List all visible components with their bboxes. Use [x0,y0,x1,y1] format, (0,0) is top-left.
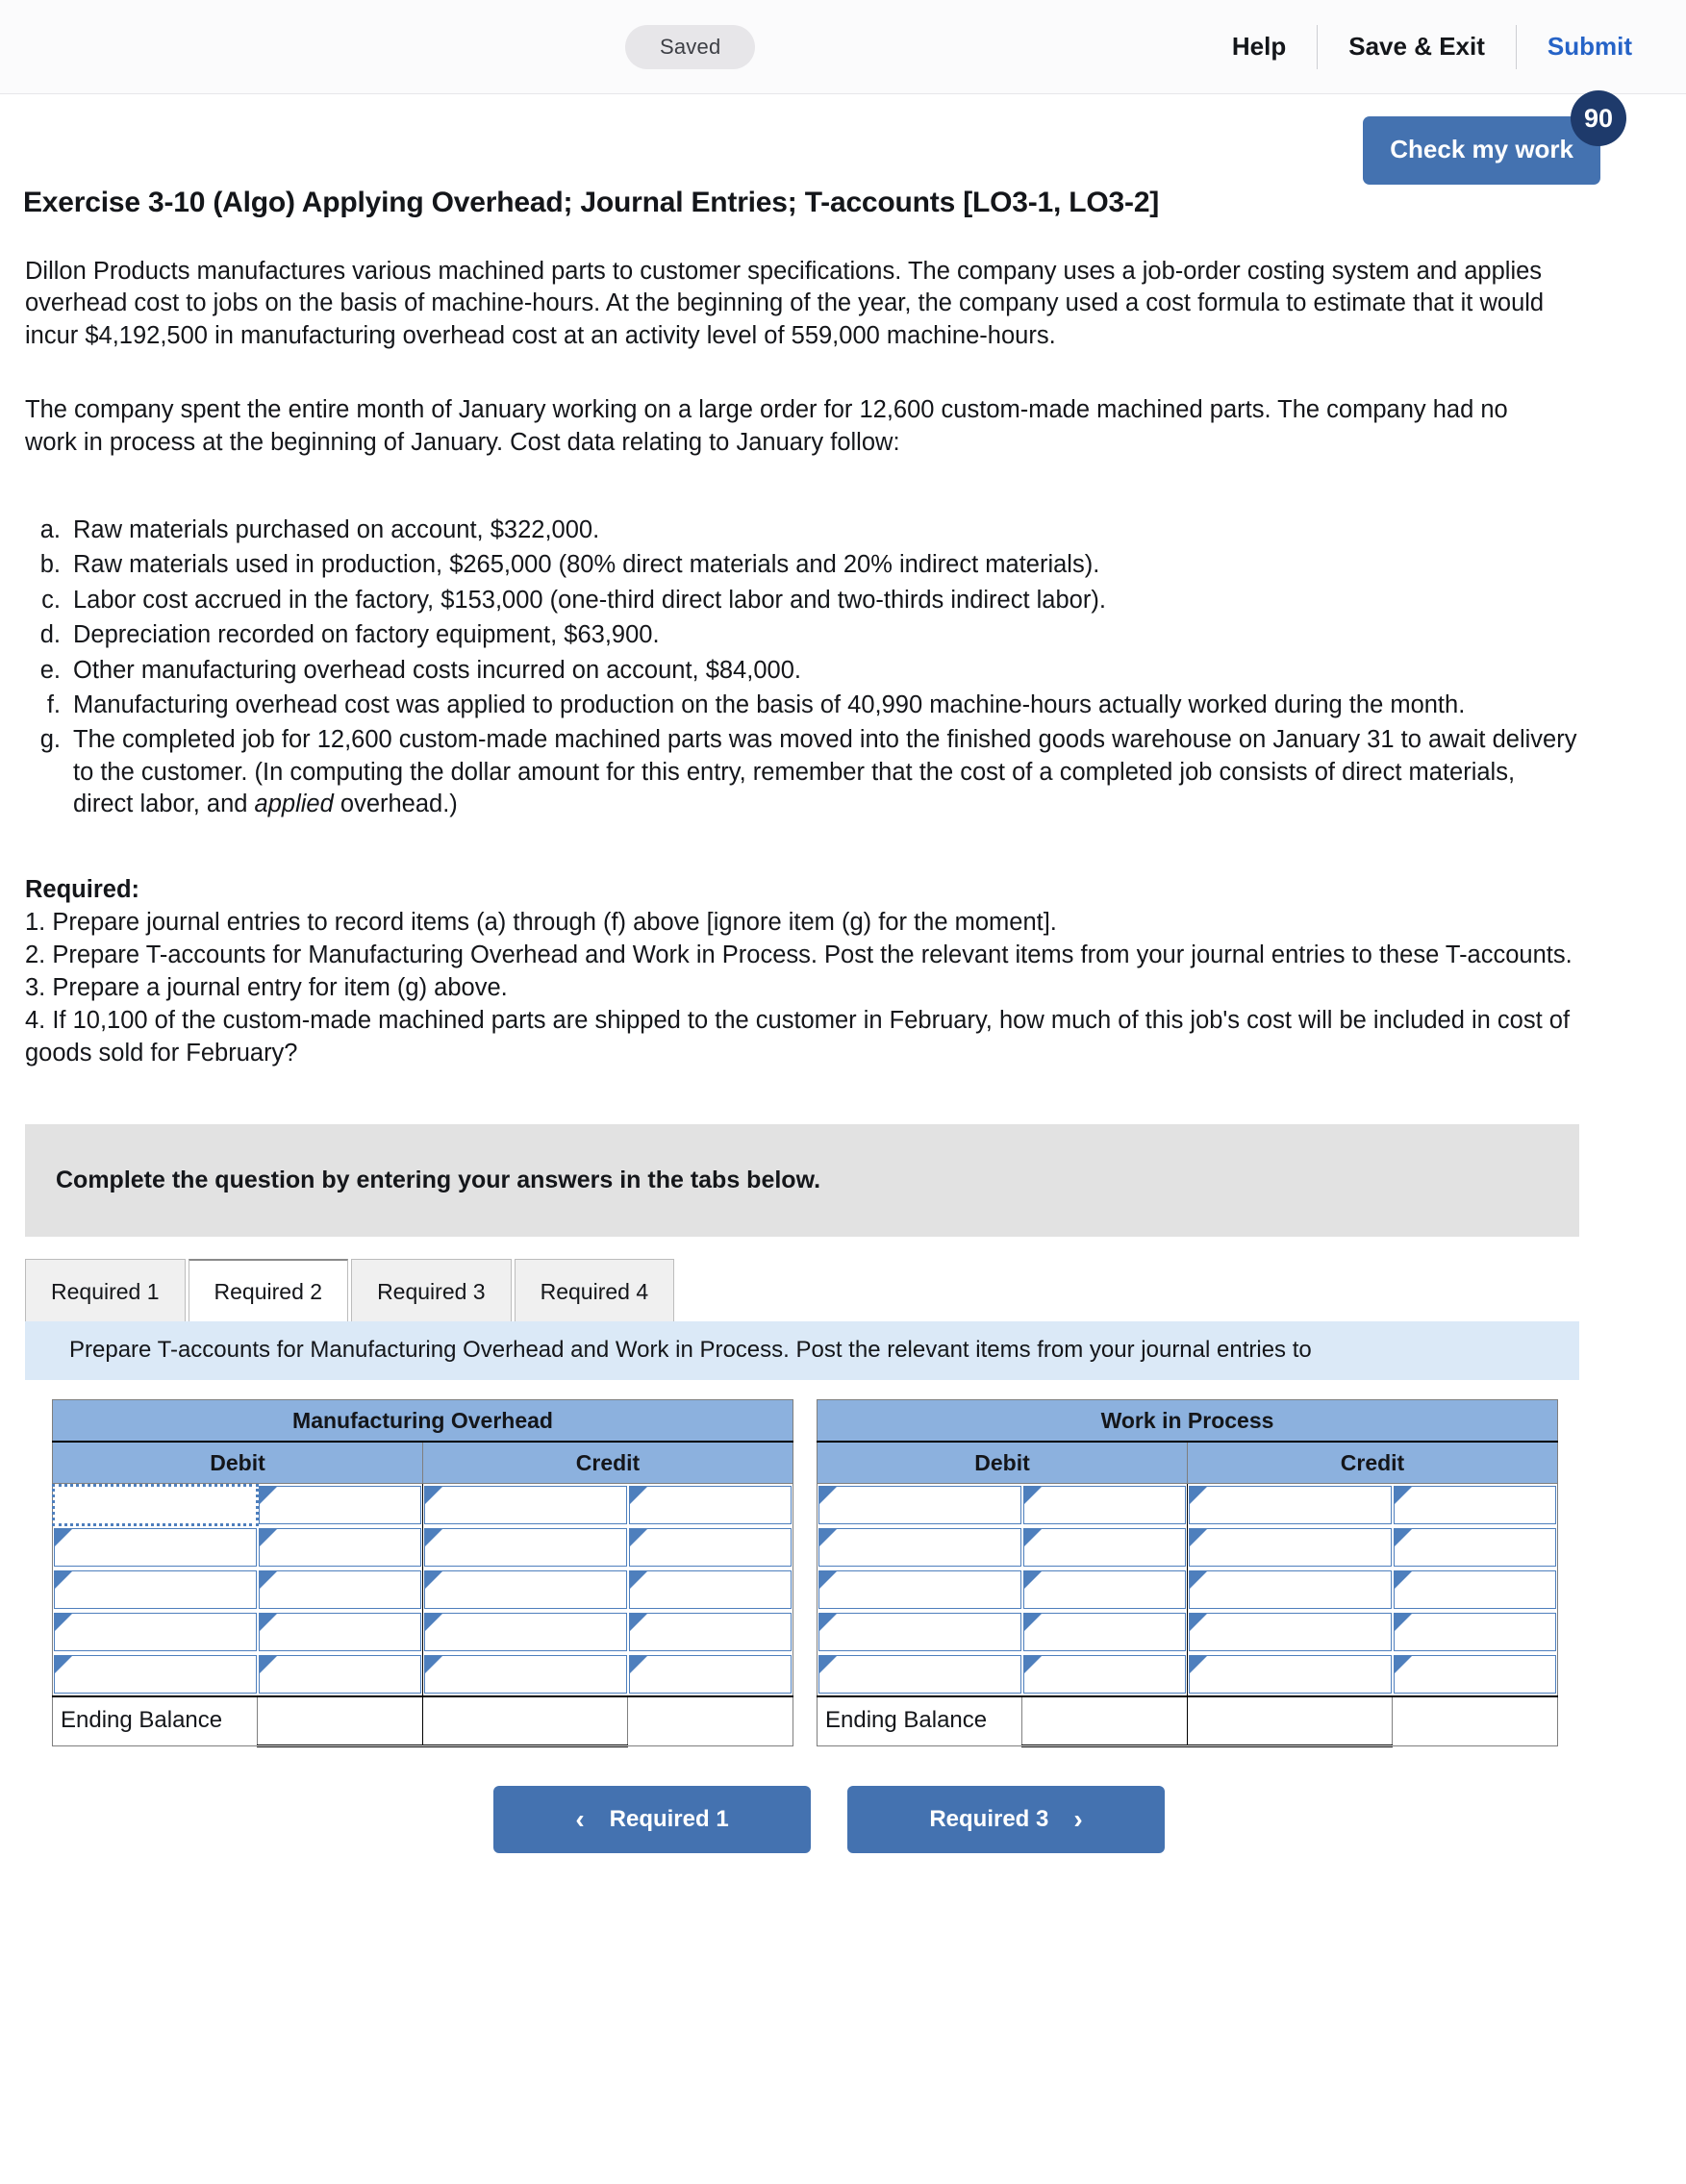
t-account-title: Work in Process [818,1399,1558,1442]
credit-value-input[interactable] [629,1613,793,1651]
ending-balance-debit-value [258,1696,423,1746]
table-row [53,1483,793,1526]
table-row [53,1653,793,1696]
complete-question-text: Complete the question by entering your answers in the tabs below. [56,1166,821,1193]
navigation-buttons [52,1786,1606,1853]
complete-question-banner [25,1124,1579,1237]
dropdown-triangle-icon [630,1614,647,1631]
credit-label-input[interactable] [424,1570,627,1609]
text-italic: applied [254,791,334,818]
chevron-left-icon: ‹ [575,1804,585,1835]
dropdown-triangle-icon [630,1487,647,1504]
required-item-4: 4. If 10,100 of the custom-made machined parts are shipped to the customer in February, how much of this job's cost will be included in cost of goods sold for February? [25,1007,1571,1067]
dropdown-triangle-icon [1395,1614,1412,1631]
debit-value-input[interactable] [259,1486,422,1524]
problem-paragraph-1: Dillon Products manufactures various machined parts to customer specifications. The company uses a job-order costing system and applies overhead cost to jobs on the basis of machine-hours. At the beginning of the year, the company used a cost formula to estimate that it would incur $4,192,500 in manufacturing overhead cost at an activity level of 559,000 machine-hours. [25,258,1545,349]
required-item-1: 1. Prepare journal entries to record items (a) through (f) above [ignore item (g) for the moment]. [25,909,1057,937]
tab-required-3[interactable]: Required 3 [351,1259,512,1321]
dropdown-triangle-icon [260,1656,277,1673]
t-account-title: Manufacturing Overhead [53,1399,793,1442]
problem-paragraph-2: The company spent the entire month of January working on a large order for 12,600 custom-made machined parts. The company had no work in process at the beginning of January. Cost data relating to January follow: [25,396,1508,456]
column-header-credit: Credit [1188,1442,1558,1483]
credit-value-input[interactable] [1394,1570,1557,1609]
tab-instruction-text: Prepare T-accounts for Manufacturing Overhead and Work in Process. Post the relevant items from your journal entries to [69,1337,1312,1364]
credit-label-input[interactable] [1189,1655,1392,1694]
debit-value-input[interactable] [1023,1655,1187,1694]
credit-value-input[interactable] [1394,1655,1557,1694]
check-my-work-button[interactable]: Check my work [1363,116,1600,185]
list-item-text: Raw materials used in production, $265,000 (80% direct materials and 20% indirect materials). [73,551,1100,579]
debit-value-input[interactable] [259,1528,422,1567]
list-item-text: Manufacturing overhead cost was applied to production on the basis of 40,990 machine-hours actually worked during the month. [73,690,1466,718]
dropdown-triangle-icon [1190,1656,1207,1673]
list-item-text [73,724,1581,820]
required-item-2: 2. Prepare T-accounts for Manufacturing Overhead and Work in Process. Post the relevant items from your journal entries to these T-accounts. [25,941,1573,969]
list-marker: e. [39,656,61,684]
list-item [25,549,1581,581]
debit-value-input[interactable] [1023,1613,1187,1651]
list-item [25,690,1581,721]
table-row [53,1611,793,1653]
debit-label-input[interactable] [818,1570,1021,1609]
column-header-credit: Credit [423,1442,793,1483]
t-accounts-area [52,1399,1661,1748]
tab-required-2[interactable]: Required 2 [189,1259,349,1321]
list-item-text: Other manufacturing overhead costs incurred on account, $84,000. [73,656,801,684]
dropdown-triangle-icon [1190,1571,1207,1589]
list-item [25,585,1581,616]
credit-value-input[interactable] [629,1655,793,1694]
debit-label-input[interactable] [54,1528,257,1567]
table-row [818,1611,1558,1653]
credit-label-input[interactable] [1189,1528,1392,1567]
debit-label-input[interactable] [818,1655,1021,1694]
debit-label-input[interactable] [54,1570,257,1609]
list-item [25,619,1581,651]
dropdown-triangle-icon [1190,1529,1207,1546]
table-row [53,1526,793,1569]
credit-label-input[interactable] [424,1613,627,1651]
list-item [25,515,1581,546]
dropdown-triangle-icon [1024,1529,1042,1546]
list-marker: c. [41,586,61,614]
debit-label-input[interactable] [818,1613,1021,1651]
saved-status-pill: Saved [625,25,755,69]
debit-label-input[interactable] [54,1486,257,1524]
list-marker: d. [39,621,61,649]
dropdown-triangle-icon [260,1571,277,1589]
dropdown-triangle-icon [1024,1656,1042,1673]
credit-label-input[interactable] [424,1655,627,1694]
required-block [25,874,1598,1069]
list-marker: a. [39,515,61,543]
points-badge: 90 [1571,90,1626,146]
dropdown-triangle-icon [260,1529,277,1546]
dropdown-triangle-icon [1395,1529,1412,1546]
dropdown-triangle-icon [260,1487,277,1504]
list-item-text: Raw materials purchased on account, $322,000. [73,515,600,543]
chevron-right-icon: › [1073,1804,1083,1835]
credit-value-input[interactable] [1394,1486,1557,1524]
table-row [53,1569,793,1611]
dropdown-triangle-icon [1395,1487,1412,1504]
ending-balance-spacer [628,1696,793,1746]
list-item-text: Depreciation recorded on factory equipment, $63,900. [73,621,660,649]
dropdown-triangle-icon [55,1614,72,1631]
top-bar-actions [1201,25,1632,69]
dropdown-triangle-icon [55,1529,72,1546]
debit-label-input[interactable] [818,1528,1021,1567]
dropdown-triangle-icon [425,1487,442,1504]
table-row [818,1569,1558,1611]
tab-required-1[interactable]: Required 1 [25,1259,186,1321]
debit-value-input[interactable] [1023,1486,1187,1524]
tab-instruction-strip [25,1321,1579,1380]
dropdown-triangle-icon [55,1656,72,1673]
list-marker: g. [39,726,61,754]
next-required-label: Required 3 [929,1806,1049,1833]
required-item-3: 3. Prepare a journal entry for item (g) above. [25,974,508,1002]
page-title: Exercise 3-10 (Algo) Applying Overhead; Journal Entries; T-accounts [LO3-1, LO3-2] [23,187,1160,218]
column-header-debit: Debit [818,1442,1188,1483]
credit-label-input[interactable] [1189,1570,1392,1609]
dropdown-triangle-icon [425,1529,442,1546]
list-item-text: Labor cost accrued in the factory, $153,000 (one-third direct labor and two-thirds indirect labor). [73,586,1106,614]
tab-required-4[interactable]: Required 4 [515,1259,675,1321]
table-row [818,1653,1558,1696]
dropdown-triangle-icon [260,1614,277,1631]
table-row [818,1483,1558,1526]
top-bar [0,0,1686,94]
debit-value-input[interactable] [259,1655,422,1694]
next-required-button[interactable] [847,1786,1165,1853]
dropdown-triangle-icon [819,1656,837,1673]
list-marker: f. [46,690,61,718]
dropdown-triangle-icon [630,1571,647,1589]
table-row [818,1526,1558,1569]
credit-value-input[interactable] [1394,1528,1557,1567]
debit-value-input[interactable] [1023,1528,1187,1567]
save-and-exit-link[interactable]: Save & Exit [1348,32,1485,61]
dropdown-triangle-icon [819,1614,837,1631]
dropdown-triangle-icon [630,1529,647,1546]
debit-label-input[interactable] [818,1486,1021,1524]
submit-link[interactable]: Submit [1547,32,1632,61]
ending-balance-credit-value [1188,1696,1393,1746]
tab-bar [25,1259,1661,1321]
ending-balance-label: Ending Balance [825,1707,988,1734]
ending-balance-label: Ending Balance [61,1707,223,1734]
previous-required-label: Required 1 [609,1806,729,1833]
t-account-work-in-process [817,1399,1558,1748]
dropdown-triangle-icon [819,1529,837,1546]
dropdown-triangle-icon [630,1656,647,1673]
dropdown-triangle-icon [425,1571,442,1589]
dropdown-triangle-icon [1024,1571,1042,1589]
dropdown-triangle-icon [819,1487,837,1504]
text-before: The completed job for 12,600 custom-made machined parts was moved into the finished goods warehouse on January 31 to await delivery to the customer. (In computing the dollar amount for this entry, remember that the cost of a completed job consists of direct materials, direct labor, and [73,726,1577,818]
ending-balance-row [53,1696,793,1746]
dropdown-triangle-icon [425,1614,442,1631]
debit-value-input[interactable] [259,1570,422,1609]
credit-value-input[interactable] [1394,1613,1557,1651]
help-link[interactable]: Help [1231,32,1287,61]
debit-value-input[interactable] [259,1613,422,1651]
debit-label-input[interactable] [54,1613,257,1651]
previous-required-button[interactable] [493,1786,811,1853]
list-item [25,655,1581,687]
list-item [25,724,1581,820]
list-marker: b. [39,551,61,579]
ending-balance-spacer [1393,1696,1558,1746]
credit-label-input[interactable] [424,1528,627,1567]
check-my-work-container [1363,103,1614,185]
required-heading: Required: [25,876,140,904]
dropdown-triangle-icon [1395,1656,1412,1673]
dropdown-triangle-icon [1024,1614,1042,1631]
dropdown-triangle-icon [1395,1571,1412,1589]
text-after: overhead.) [333,791,458,818]
credit-label-input[interactable] [424,1486,627,1524]
column-header-debit: Debit [53,1442,423,1483]
dropdown-triangle-icon [1190,1614,1207,1631]
dropdown-triangle-icon [819,1571,837,1589]
ending-balance-row [818,1696,1558,1746]
credit-label-input[interactable] [1189,1486,1392,1524]
dropdown-triangle-icon [1190,1487,1207,1504]
dropdown-triangle-icon [1024,1487,1042,1504]
credit-value-input[interactable] [629,1570,793,1609]
credit-value-input[interactable] [629,1528,793,1567]
dropdown-triangle-icon [55,1571,72,1589]
ending-balance-credit-value [423,1696,628,1746]
cost-data-list [25,515,1581,821]
debit-label-input[interactable] [54,1655,257,1694]
credit-label-input[interactable] [1189,1613,1392,1651]
credit-value-input[interactable] [629,1486,793,1524]
ending-balance-debit-value [1022,1696,1188,1746]
debit-value-input[interactable] [1023,1570,1187,1609]
t-account-manufacturing-overhead [52,1399,793,1748]
dropdown-triangle-icon [425,1656,442,1673]
